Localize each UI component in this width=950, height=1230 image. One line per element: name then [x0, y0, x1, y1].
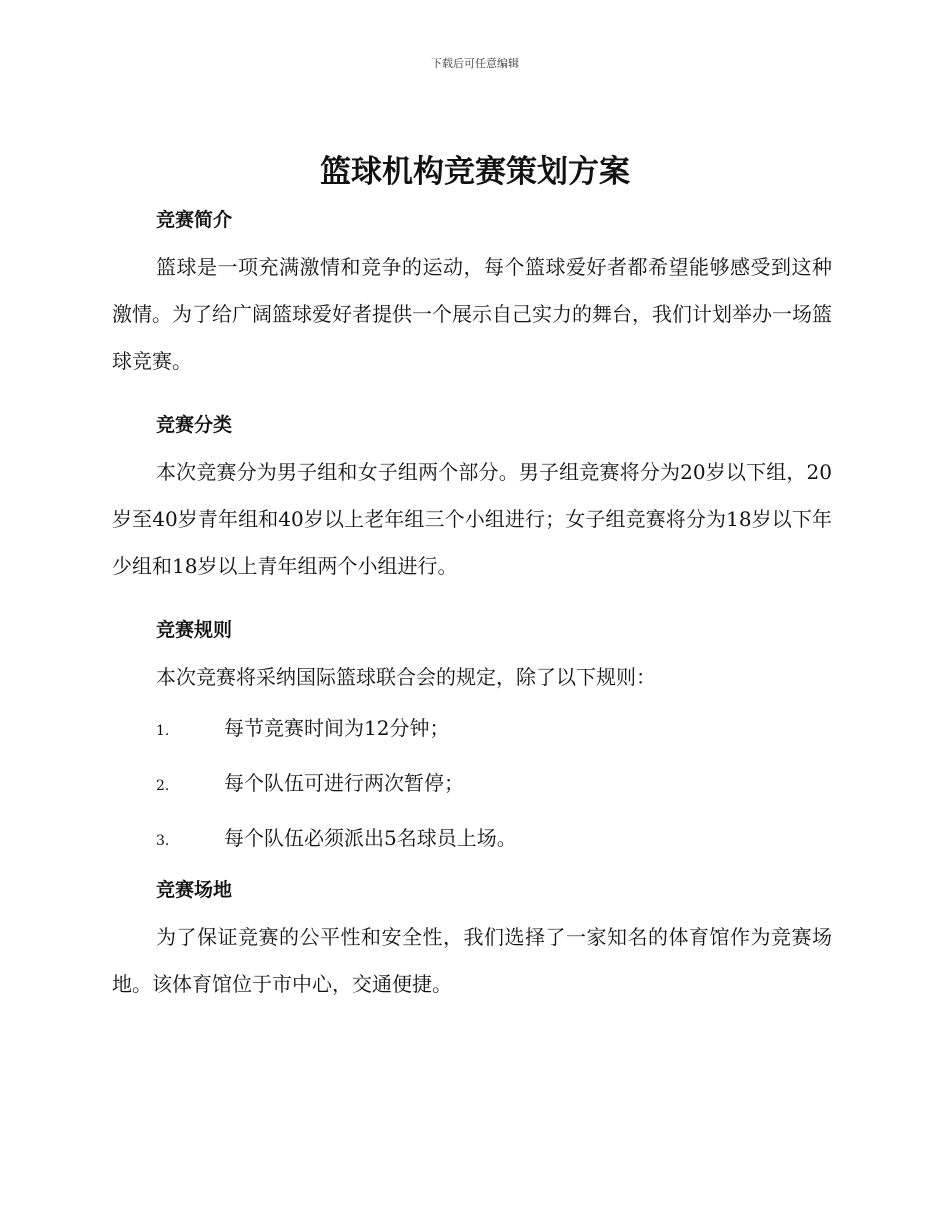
list-item-text: 每节竞赛时间为12分钟； — [224, 716, 450, 740]
header-note: 下载后可任意编辑 — [431, 57, 519, 70]
section-venue — [112, 874, 832, 1008]
section-paragraph: 本次竞赛分为男子组和女子组两个部分。男子组竞赛将分为20岁以下组，20岁至40岁青年组和40岁以上老年组三个小组进行；女子组竞赛将分为18岁以下年少组和18岁以上青年组两个小组进行。 — [112, 460, 832, 578]
list-item-text: 每个队伍可进行两次暂停； — [224, 771, 464, 795]
list-item-number: 1. — [156, 723, 170, 739]
list-item — [112, 701, 832, 756]
section-heading: 竞赛规则 — [156, 619, 233, 641]
section-heading: 竞赛简介 — [156, 209, 233, 231]
list-item — [112, 756, 832, 811]
section-rules — [112, 614, 832, 866]
document-title: 篮球机构竞赛策划方案 — [320, 154, 630, 190]
section-paragraph: 本次竞赛将采纳国际篮球联合会的规定，除了以下规则： — [156, 665, 656, 689]
section-paragraph: 为了保证竞赛的公平性和安全性，我们选择了一家知名的体育馆作为竞赛场地。该体育馆位于市中心，交通便捷。 — [112, 925, 832, 996]
section-intro — [112, 204, 832, 385]
list-item — [112, 811, 832, 866]
section-categories — [112, 409, 832, 590]
rules-list — [112, 701, 832, 866]
section-heading: 竞赛分类 — [156, 414, 233, 436]
list-item-number: 2. — [156, 778, 170, 794]
section-paragraph: 篮球是一项充满激情和竞争的运动，每个篮球爱好者都希望能够感受到这种激情。为了给广阔篮球爱好者提供一个展示自己实力的舞台，我们计划举办一场篮球竞赛。 — [112, 255, 832, 373]
document-body — [112, 204, 832, 1008]
list-item-text: 每个队伍必须派出5名球员上场。 — [224, 826, 517, 850]
section-heading: 竞赛场地 — [156, 879, 233, 901]
list-item-number: 3. — [156, 833, 170, 849]
